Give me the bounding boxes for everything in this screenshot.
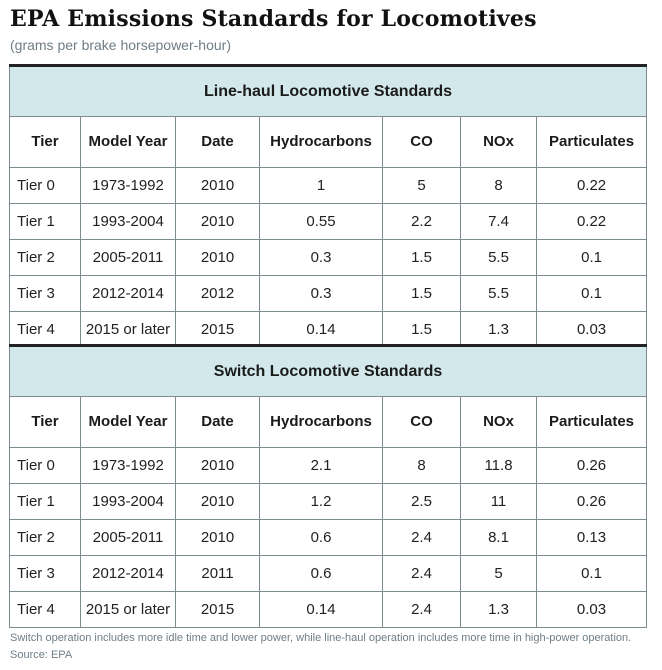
column-header-date: Date xyxy=(176,397,260,448)
column-header-co: CO xyxy=(383,397,461,448)
column-header-hydrocarbons: Hydrocarbons xyxy=(260,117,383,168)
table-cell: 2015 xyxy=(176,592,260,628)
table-cell: 0.26 xyxy=(537,448,647,484)
column-header-tier: Tier xyxy=(10,117,81,168)
table-cell: 8.1 xyxy=(461,520,537,556)
column-header-co: CO xyxy=(383,117,461,168)
switch-heading: Switch Locomotive Standards xyxy=(10,346,647,397)
table-row xyxy=(10,484,647,520)
table-cell: 0.26 xyxy=(537,484,647,520)
table-cell: 0.13 xyxy=(537,520,647,556)
table-cell: Tier 4 xyxy=(10,592,81,628)
table-row xyxy=(10,448,647,484)
table-row xyxy=(10,312,647,348)
table-cell: 0.1 xyxy=(537,240,647,276)
table-cell: 8 xyxy=(383,448,461,484)
column-header-date: Date xyxy=(176,117,260,168)
table-cell: 0.6 xyxy=(260,556,383,592)
column-header-model-year: Model Year xyxy=(81,397,176,448)
footnote: Switch operation includes more idle time and lower power, while line-haul operation includes more time in high-power operation. xyxy=(10,632,632,644)
table-cell: Tier 2 xyxy=(10,520,81,556)
table-cell: 1993-2004 xyxy=(81,204,176,240)
table-cell: 2012-2014 xyxy=(81,556,176,592)
table-cell: 2.4 xyxy=(383,520,461,556)
table-cell: Tier 3 xyxy=(10,276,81,312)
table-cell: 1993-2004 xyxy=(81,484,176,520)
table-cell: 0.03 xyxy=(537,312,647,348)
table-row xyxy=(10,276,647,312)
line-haul-header-row xyxy=(10,117,647,168)
switch-header-row xyxy=(10,397,647,448)
column-header-particulates: Particulates xyxy=(537,397,647,448)
table-cell: 2015 xyxy=(176,312,260,348)
table-cell: Tier 1 xyxy=(10,204,81,240)
table-cell: Tier 1 xyxy=(10,484,81,520)
table-cell: 5 xyxy=(461,556,537,592)
line-haul-body xyxy=(10,168,647,348)
table-cell: 2010 xyxy=(176,240,260,276)
table-cell: 0.3 xyxy=(260,276,383,312)
line-haul-heading: Line-haul Locomotive Standards xyxy=(10,66,647,117)
line-haul-table xyxy=(9,64,647,348)
source-note: Source: EPA xyxy=(10,649,73,661)
table-cell: 2.2 xyxy=(383,204,461,240)
switch-body xyxy=(10,448,647,628)
table-cell: 1.5 xyxy=(383,240,461,276)
page-subtitle: (grams per brake horsepower-hour) xyxy=(10,37,231,53)
table-row xyxy=(10,520,647,556)
table-cell: 1973-1992 xyxy=(81,168,176,204)
table-row xyxy=(10,592,647,628)
table-row xyxy=(10,168,647,204)
table-cell: 1.3 xyxy=(461,312,537,348)
table-cell: Tier 0 xyxy=(10,448,81,484)
table-cell: 0.6 xyxy=(260,520,383,556)
table-cell: 2015 or later xyxy=(81,592,176,628)
table-cell: 2.4 xyxy=(383,556,461,592)
table-cell: 1 xyxy=(260,168,383,204)
column-header-tier: Tier xyxy=(10,397,81,448)
table-cell: Tier 0 xyxy=(10,168,81,204)
table-cell: 2005-2011 xyxy=(81,520,176,556)
table-cell: 0.14 xyxy=(260,592,383,628)
table-cell: 0.1 xyxy=(537,556,647,592)
table-cell: 5.5 xyxy=(461,240,537,276)
table-cell: 1.5 xyxy=(383,312,461,348)
table-cell: 2011 xyxy=(176,556,260,592)
page-title: EPA Emissions Standards for Locomotives xyxy=(10,6,537,32)
table-cell: 2010 xyxy=(176,204,260,240)
table-cell: 11 xyxy=(461,484,537,520)
table-cell: 5.5 xyxy=(461,276,537,312)
table-cell: Tier 2 xyxy=(10,240,81,276)
table-row xyxy=(10,556,647,592)
table-cell: 2010 xyxy=(176,448,260,484)
column-header-nox: NOx xyxy=(461,117,537,168)
table-cell: 0.55 xyxy=(260,204,383,240)
table-cell: 1.3 xyxy=(461,592,537,628)
table-cell: 0.03 xyxy=(537,592,647,628)
table-cell: 2005-2011 xyxy=(81,240,176,276)
table-cell: 11.8 xyxy=(461,448,537,484)
column-header-hydrocarbons: Hydrocarbons xyxy=(260,397,383,448)
table-cell: 0.14 xyxy=(260,312,383,348)
table-cell: 0.3 xyxy=(260,240,383,276)
column-header-particulates: Particulates xyxy=(537,117,647,168)
table-cell: 7.4 xyxy=(461,204,537,240)
table-cell: 1973-1992 xyxy=(81,448,176,484)
table-cell: 1.5 xyxy=(383,276,461,312)
footer-divider xyxy=(9,627,646,628)
table-cell: 5 xyxy=(383,168,461,204)
table-row xyxy=(10,240,647,276)
table-cell: 2010 xyxy=(176,484,260,520)
table-cell: 0.22 xyxy=(537,168,647,204)
table-cell: Tier 4 xyxy=(10,312,81,348)
table-cell: 2.4 xyxy=(383,592,461,628)
table-cell: 2015 or later xyxy=(81,312,176,348)
table-cell: 2012-2014 xyxy=(81,276,176,312)
table-cell: 2010 xyxy=(176,520,260,556)
table-cell: 2.5 xyxy=(383,484,461,520)
column-header-nox: NOx xyxy=(461,397,537,448)
table-cell: 0.1 xyxy=(537,276,647,312)
table-cell: 1.2 xyxy=(260,484,383,520)
table-cell: 2010 xyxy=(176,168,260,204)
table-row xyxy=(10,204,647,240)
switch-table xyxy=(9,344,647,628)
table-cell: 8 xyxy=(461,168,537,204)
table-cell: Tier 3 xyxy=(10,556,81,592)
column-header-model-year: Model Year xyxy=(81,117,176,168)
table-cell: 2012 xyxy=(176,276,260,312)
table-cell: 2.1 xyxy=(260,448,383,484)
table-cell: 0.22 xyxy=(537,204,647,240)
